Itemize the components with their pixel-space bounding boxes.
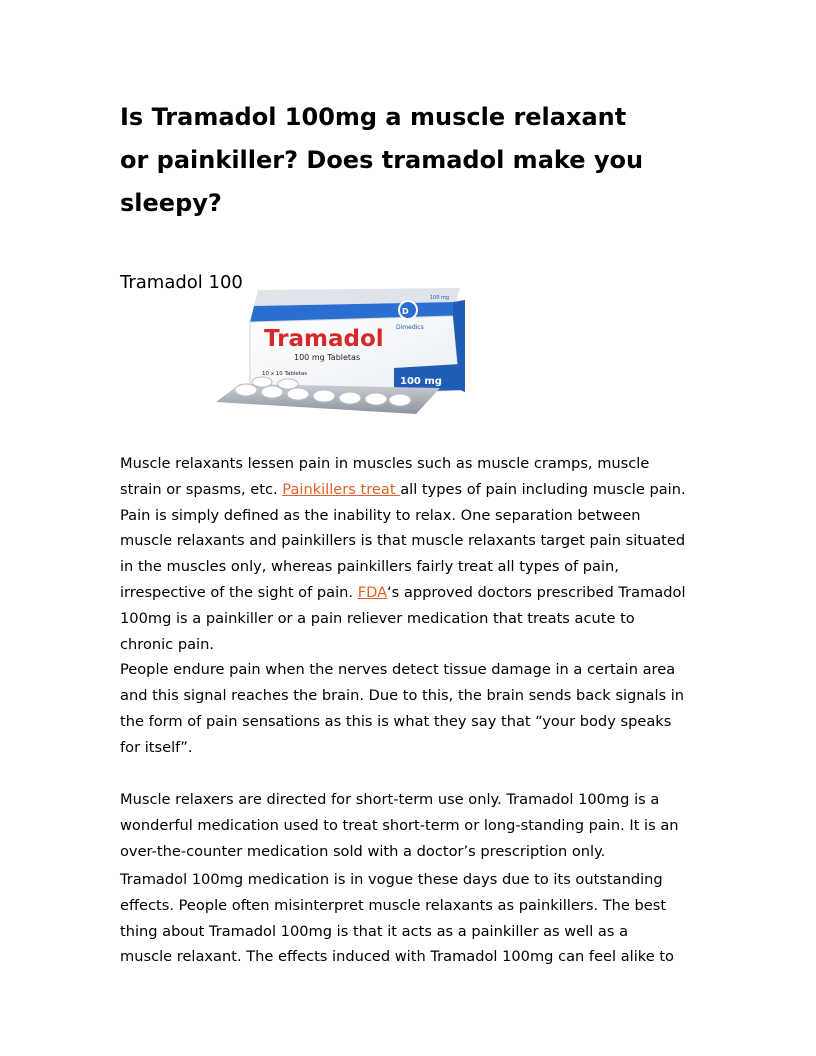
tablet — [261, 386, 283, 398]
article-title: Is Tramadol 100mg a muscle relaxant or painkiller? Does tramadol make you sleepy? — [120, 103, 644, 217]
badge-text: 100 mg — [400, 376, 442, 387]
svg-text:D: D — [402, 307, 409, 316]
section-subheading: Tramadol 100 — [120, 272, 243, 293]
paragraph-text: ‘s approved doctors prescribed Tramadol 100mg is a painkiller or a pain reliever medication that treats acute to chronic pain. People endure pain when the nerves detect tissue damage in a certain area and this signal reaches the brain. Due to this, the brain sends back signals in the form of pain sensations as this is what they say that “your body speaks for itself”. — [120, 583, 686, 756]
paragraph-tramadol-vogue: Tramadol 100mg medication is in vogue these days due to its outstanding effects. People often misinterpret muscle relaxants as painkillers. The best thing about Tramadol 100mg is that it acts as a painkiller as well as a muscle relaxant. The effects induced with Tramadol 100mg can feel alike to — [120, 871, 674, 966]
paragraph-muscle-relaxers: Muscle relaxers are directed for short-term use only. Tramadol 100mg is a wonderful medication used to treat short-term or long-standing pain. It is an over-the-counter medication sold with a doctor’s prescription only. — [120, 791, 679, 860]
fda-link[interactable]: FDA — [357, 583, 388, 601]
corner-text: 100 mg — [430, 295, 450, 301]
tablet — [235, 384, 257, 396]
pack-count: 10 x 10 Tabletas — [262, 371, 308, 377]
tablet — [252, 377, 272, 387]
tramadol-box-image — [210, 280, 470, 422]
product-name: Tramadol — [264, 326, 384, 352]
tablet — [389, 394, 411, 406]
paragraph-text: all types of pain including muscle pain. Pain is simply defined as the inability to relax. One separation between muscle relaxants and painkillers is that muscle relaxants target pain situated in the muscles only, whereas painkillers fairly treat all types of pain, irrespective of the sight of pain. — [120, 480, 686, 601]
tablet — [339, 392, 361, 404]
brand-name: Dimedics — [396, 324, 424, 331]
painkillers-link[interactable]: Painkillers treat — [282, 480, 401, 498]
tablet — [365, 393, 387, 405]
paragraph-text: Muscle relaxants lessen pain in muscles such as muscle cramps, muscle strain or spasms, etc. — [120, 455, 650, 498]
tablet — [278, 379, 298, 389]
product-strength: 100 mg Tabletas — [294, 353, 361, 362]
tablet — [313, 390, 335, 402]
tablet — [287, 388, 309, 400]
paragraph-intro — [120, 451, 695, 761]
